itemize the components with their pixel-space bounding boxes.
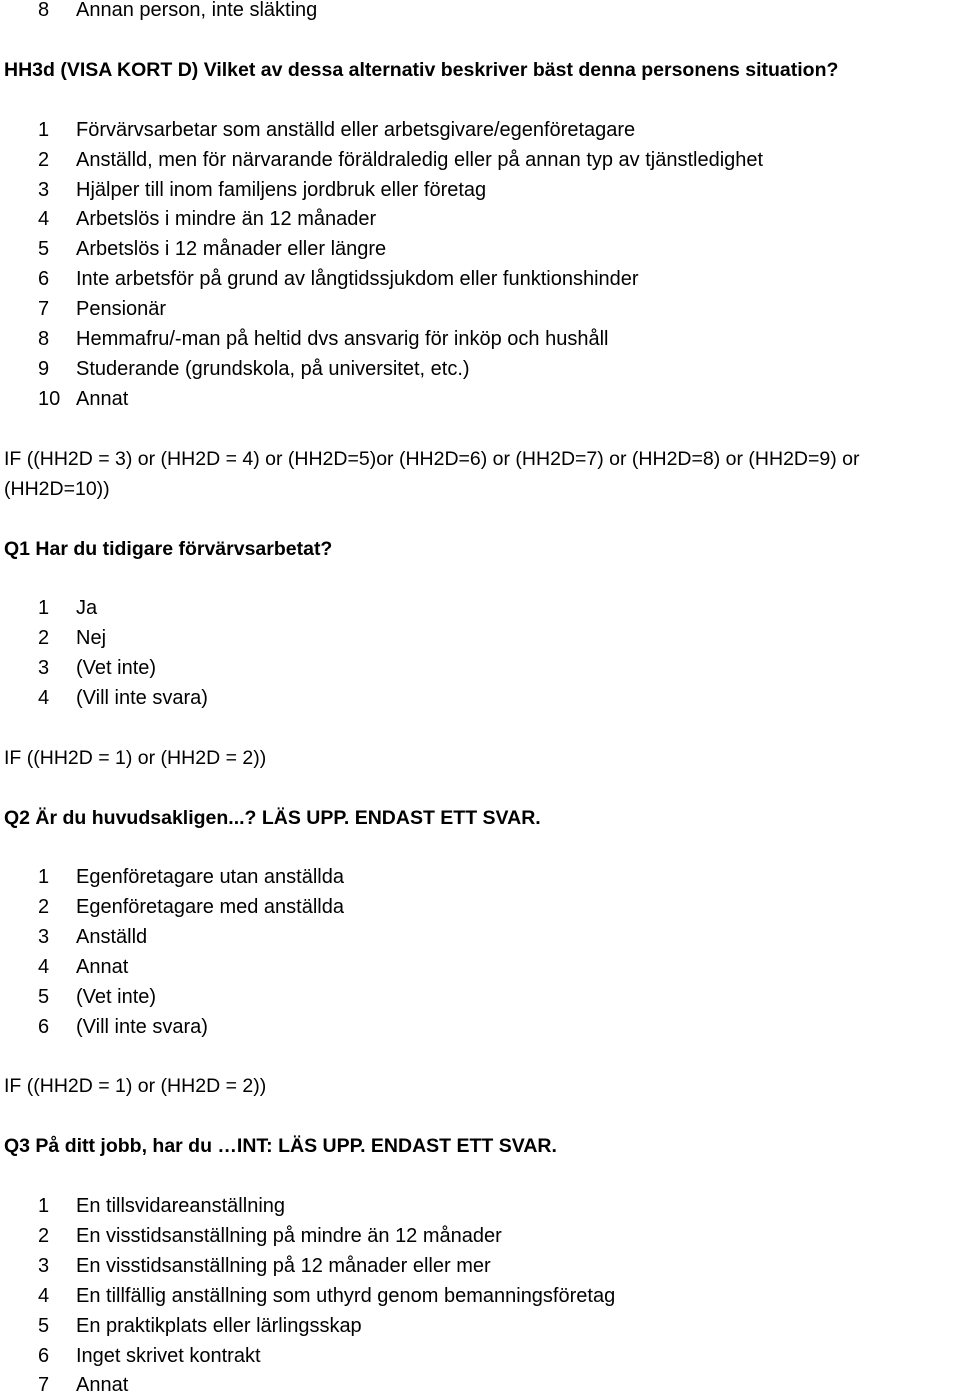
option-text: Anställd: [76, 926, 148, 948]
option-number: 3: [38, 179, 50, 201]
option-text: Förvärvsarbetar som anställd eller arbetsgivare/egenföretagare: [76, 119, 636, 141]
question-q2: Q2 Är du huvudsakligen...? LÄS UPP. ENDAST ETT SVAR.: [4, 807, 541, 829]
condition-line: (HH2D=10)): [4, 478, 110, 500]
option-text: Inget skrivet kontrakt: [76, 1345, 261, 1367]
option-text: Nej: [76, 627, 107, 649]
option-text: Annat: [76, 388, 129, 410]
option-text: Inte arbetsför på grund av långtidssjukdom eller funktionshinder: [76, 268, 639, 290]
option-text: En tillsvidareanställning: [76, 1195, 286, 1217]
option-text: En praktikplats eller lärlingsskap: [76, 1315, 362, 1337]
option-text: (Vet inte): [76, 986, 157, 1008]
question-hh3d: HH3d (VISA KORT D) Vilket av dessa alternativ beskriver bäst denna personens situation?: [4, 59, 839, 81]
option-text: En tillfällig anställning som uthyrd genom bemanningsföretag: [76, 1285, 616, 1307]
option-text: En visstidsanställning på 12 månader eller mer: [76, 1255, 491, 1277]
option-text: Arbetslös i 12 månader eller längre: [76, 238, 387, 260]
option-number: 8: [38, 0, 50, 21]
option-text: Pensionär: [76, 298, 167, 320]
option-text: Hjälper till inom familjens jordbruk eller företag: [76, 179, 487, 201]
option-number: 2: [38, 1225, 50, 1247]
option-text: Egenföretagare med anställda: [76, 896, 344, 918]
condition-line: IF ((HH2D = 3) or (HH2D = 4) or (HH2D=5)or (HH2D=6) or (HH2D=7) or (HH2D=8) or (HH2D=9) or: [4, 448, 860, 470]
option-number: 7: [38, 298, 50, 320]
option-text: Arbetslös i mindre än 12 månader: [76, 208, 377, 230]
option-number: 2: [38, 627, 50, 649]
option-number: 6: [38, 1345, 50, 1367]
option-number: 4: [38, 1285, 50, 1307]
option-number: 4: [38, 956, 50, 978]
option-text: Hemmafru/-man på heltid dvs ansvarig för inköp och hushåll: [76, 328, 609, 350]
option-text: Annan person, inte släkting: [76, 0, 318, 21]
option-number: 3: [38, 926, 50, 948]
option-number: 3: [38, 657, 50, 679]
condition-line: IF ((HH2D = 1) or (HH2D = 2)): [4, 1075, 267, 1097]
option-number: 2: [38, 896, 50, 918]
option-number: 9: [38, 358, 50, 380]
option-number: 2: [38, 149, 50, 171]
option-number: 5: [38, 986, 50, 1008]
option-number: 6: [38, 1016, 50, 1038]
option-number: 7: [38, 1374, 50, 1396]
option-text: Annat: [76, 956, 129, 978]
option-number: 1: [38, 119, 50, 141]
option-text: En visstidsanställning på mindre än 12 månader: [76, 1225, 502, 1247]
option-text: Egenföretagare utan anställda: [76, 866, 344, 888]
option-text: (Vill inte svara): [76, 1016, 208, 1038]
question-q3: Q3 På ditt jobb, har du …INT: LÄS UPP. ENDAST ETT SVAR.: [4, 1135, 557, 1157]
condition-line: IF ((HH2D = 1) or (HH2D = 2)): [4, 747, 267, 769]
option-number: 8: [38, 328, 50, 350]
option-text: Studerande (grundskola, på universitet, etc.): [76, 358, 470, 380]
option-text: Anställd, men för närvarande föräldraledig eller på annan typ av tjänstledighet: [76, 149, 764, 171]
option-text: (Vill inte svara): [76, 687, 208, 709]
option-number: 3: [38, 1255, 50, 1277]
option-number: 1: [38, 597, 50, 619]
question-q1: Q1 Har du tidigare förvärvsarbetat?: [4, 538, 333, 560]
option-number: 6: [38, 268, 50, 290]
option-number: 5: [38, 1315, 50, 1337]
option-text: (Vet inte): [76, 657, 157, 679]
option-text: Ja: [76, 597, 98, 619]
option-number: 5: [38, 238, 50, 260]
option-number: 4: [38, 687, 50, 709]
option-number: 1: [38, 1195, 50, 1217]
option-number: 10: [38, 388, 61, 410]
option-number: 4: [38, 208, 50, 230]
option-number: 1: [38, 866, 50, 888]
option-text: Annat: [76, 1374, 129, 1396]
